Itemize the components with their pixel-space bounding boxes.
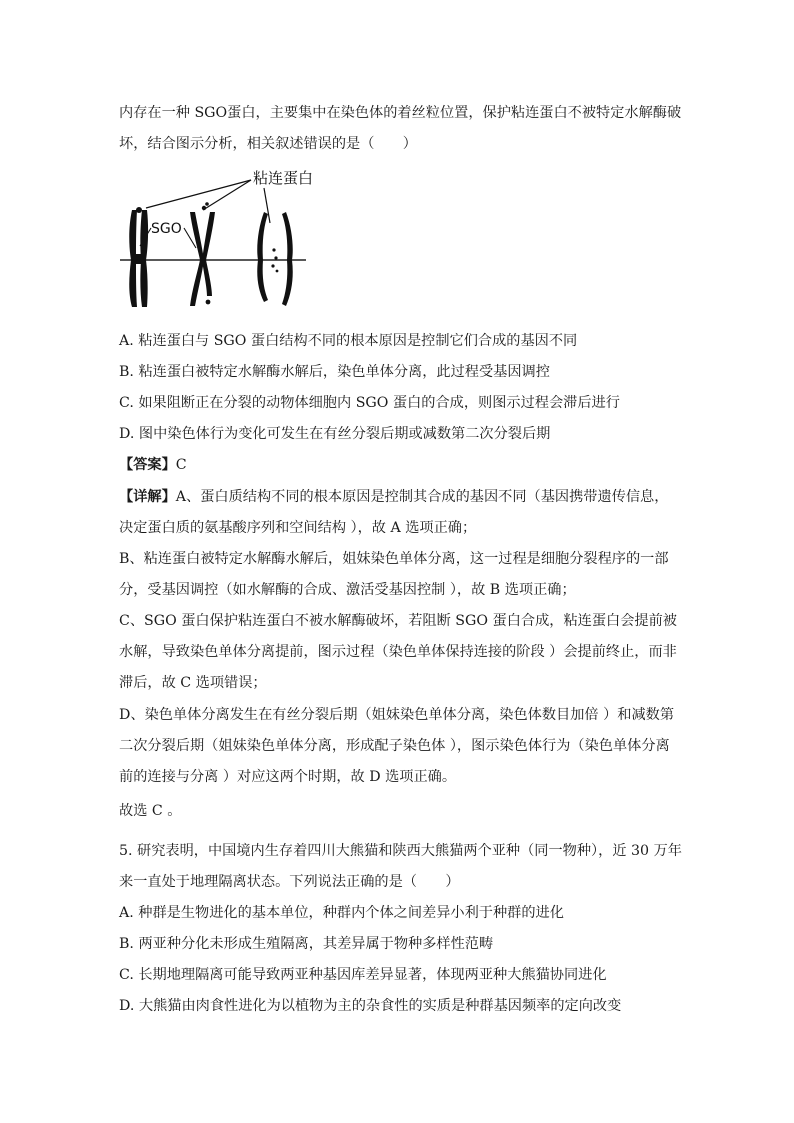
cohesin-pointer-1 (146, 180, 251, 208)
answer-label: 【答案】 (119, 457, 176, 473)
explain-line-9: 二次分裂后期（姐妹染色单体分离，形成配子染色体 ），图示染色体行为（染色单体分离 (119, 738, 670, 754)
explain-line-8: D、染色单体分离发生在有丝分裂后期（姐妹染色单体分离，染色体数目加倍 ）和减数第 (119, 707, 675, 723)
answer-value: C (175, 457, 187, 473)
explain-line-7: 滞后，故 C 选项错误； (119, 675, 267, 691)
intro-line-2: 坏，结合图示分析，相关叙述错误的是（ ） (119, 136, 417, 152)
chromosome-1 (129, 207, 148, 307)
sgo-label: SGO (151, 221, 182, 237)
explain-line-5: C、SGO 蛋白保护粘连蛋白不被水解酶破坏，若阻断 SGO 蛋白合成，粘连蛋白会提前被 (119, 613, 677, 629)
chromosome-diagram (118, 168, 338, 313)
cohesin-pointer-2 (203, 180, 251, 210)
chromosome-figure (118, 168, 338, 313)
cohesin-label: 粘连蛋白 (253, 169, 314, 187)
explain-line-10: 前的连接与分离 ）对应这两个时期，故 D 选项正确。 (119, 769, 457, 785)
explain-line-1: A、蛋白质结构不同的根本原因是控制其合成的基因不同（基因携带遗传信息， (175, 489, 669, 505)
explain-line-3: B、粘连蛋白被特定水解酶水解后，姐妹染色单体分离，这一过程是细胞分裂程序的一部 (119, 551, 669, 567)
q5-option-a: A. 种群是生物进化的基本单位，种群内个体之间差异小利于种群的进化 (119, 905, 564, 921)
explain-line-6: 水解，导致染色单体分离提前，图示过程（染色单体保持连接的阶段 ）会提前终止，而非 (119, 644, 677, 660)
q5-stem-line-2: 来一直处于地理隔离状态。下列说法正确的是（ ） (119, 874, 460, 890)
q4-option-b: B. 粘连蛋白被特定水解酶水解后，染色单体分离，此过程受基因调控 (119, 364, 550, 380)
answer-row (119, 455, 187, 475)
q5-option-b: B. 两亚种分化未形成生殖隔离，其差异属于物种多样性范畴 (119, 936, 494, 952)
explain-line-2: 决定蛋白质的氨基酸序列和空间结构 ），故 A 选项正确； (119, 520, 477, 536)
q4-option-c: C. 如果阻断正在分裂的动物体细胞内 SGO 蛋白的合成，则图示过程会滞后进行 (119, 395, 620, 411)
q4-option-d: D. 图中染色体行为变化可发生在有丝分裂后期或减数第二次分裂后期 (119, 426, 551, 442)
intro-line-1: 内存在一种 SGO蛋白，主要集中在染色体的着丝粒位置，保护粘连蛋白不被特定水解酶破 (119, 105, 682, 121)
explain-label: 【详解】 (119, 489, 176, 505)
q5-option-c: C. 长期地理隔离可能导致两亚种基因库差异显著，体现两亚种大熊猫协同进化 (119, 967, 607, 983)
q4-option-a: A. 粘连蛋白与 SGO 蛋白结构不同的根本原因是控制它们合成的基因不同 (119, 333, 578, 349)
explain-row-1 (119, 487, 668, 507)
q5-option-d: D. 大熊猫由肉食性进化为以植物为主的杂食性的实质是种群基因频率的定向改变 (119, 998, 622, 1014)
q5-stem-line-1: 5. 研究表明，中国境内生存着四川大熊猫和陕西大熊猫两个亚种（同一物种），近 30 万年 (119, 843, 682, 859)
chromosome-3 (257, 212, 293, 306)
q4-conclusion: 故选 C 。 (119, 803, 182, 819)
chromosome-2 (190, 202, 215, 306)
explain-line-4: 分，受基因调控（如水解酶的合成、激活受基因控制 ），故 B 选项正确； (119, 582, 576, 598)
